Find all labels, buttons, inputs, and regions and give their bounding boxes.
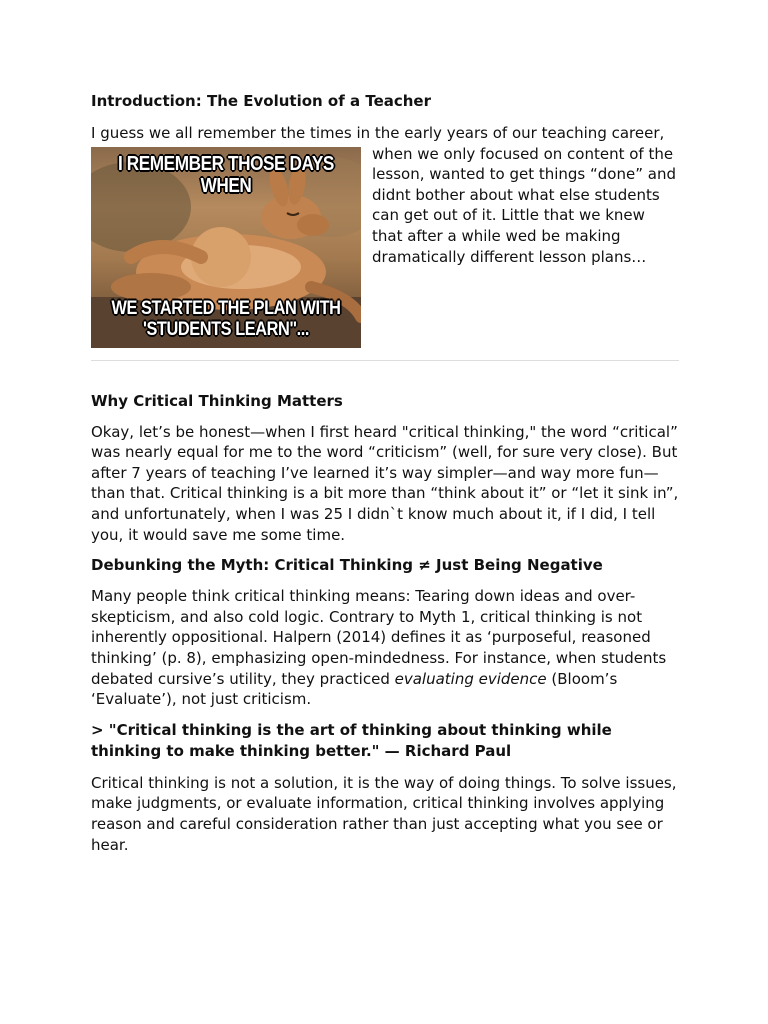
meme-bottom-caption	[110, 298, 342, 340]
closing-body: Critical thinking is not a solution, it is the way of doing things. To solve issues, make judgments, or evaluate information, critical thinking involves applying reason and careful consideration rather than just accepting what you see or hear.	[91, 773, 677, 854]
intro-section	[91, 144, 679, 348]
kangaroo-meme-image	[91, 147, 361, 348]
intro-body: when we only focused on content of the lesson, wanted to get things “done” and didnt bother about what else students can get out of it. Little that we knew that after a while wed be making dramatically different lesson plans…	[372, 144, 676, 266]
document-page	[91, 91, 679, 855]
why-body: Okay, let’s be honest—when I first heard "critical thinking," the word “critical” was nearly equal for me to the word “criticism” (well, for sure very close). But after 7 years of teaching I’ve learned it’s way simpler—and way more fun—than that. Critical thinking is a bit more than “think about it” or “let it sink in”, and unfortunately, when I was 25 I didn`t know much about it, if I did, I tell you, it would save me some time.	[91, 422, 679, 544]
meme-bottom-caption-line-2: 'STUDENTS LEARN"...	[143, 318, 309, 340]
meme-top-caption: I REMEMBER THOSE DAYS WHEN	[118, 152, 334, 197]
myth-body-emphasis: evaluating evidence	[394, 669, 547, 688]
myth-heading: Debunking the Myth: Critical Thinking ≠ Just Being Negative	[91, 556, 603, 575]
intro-first-line: I guess we all remember the times in the early years of our teaching career,	[91, 124, 665, 142]
myth-body-start: Many people think critical thinking means: Tearing down ideas and over-skepticism, and also cold logic. Contrary to Myth 1, critical thinking is not inherently oppositional. Halpern (2014) defines it as ‘purposeful, reasoned thinking’ (p. 8), emphasizing open-mindedness. For instance, when students debated cursive’s utility, they practiced	[91, 587, 667, 688]
meme-bottom-caption-line-1: WE STARTED THE PLAN WITH	[111, 297, 341, 319]
myth-body	[91, 586, 679, 710]
quote-heading: > "Critical thinking is the art of thinking about thinking while thinking to make thinking better." — Richard Paul	[91, 720, 612, 760]
myth-body-end: (Bloom’s ‘Evaluate’), not just criticism.	[91, 669, 618, 709]
section-divider	[91, 360, 679, 361]
why-heading: Why Critical Thinking Matters	[91, 391, 343, 410]
intro-heading: Introduction: The Evolution of a Teacher	[91, 92, 432, 110]
